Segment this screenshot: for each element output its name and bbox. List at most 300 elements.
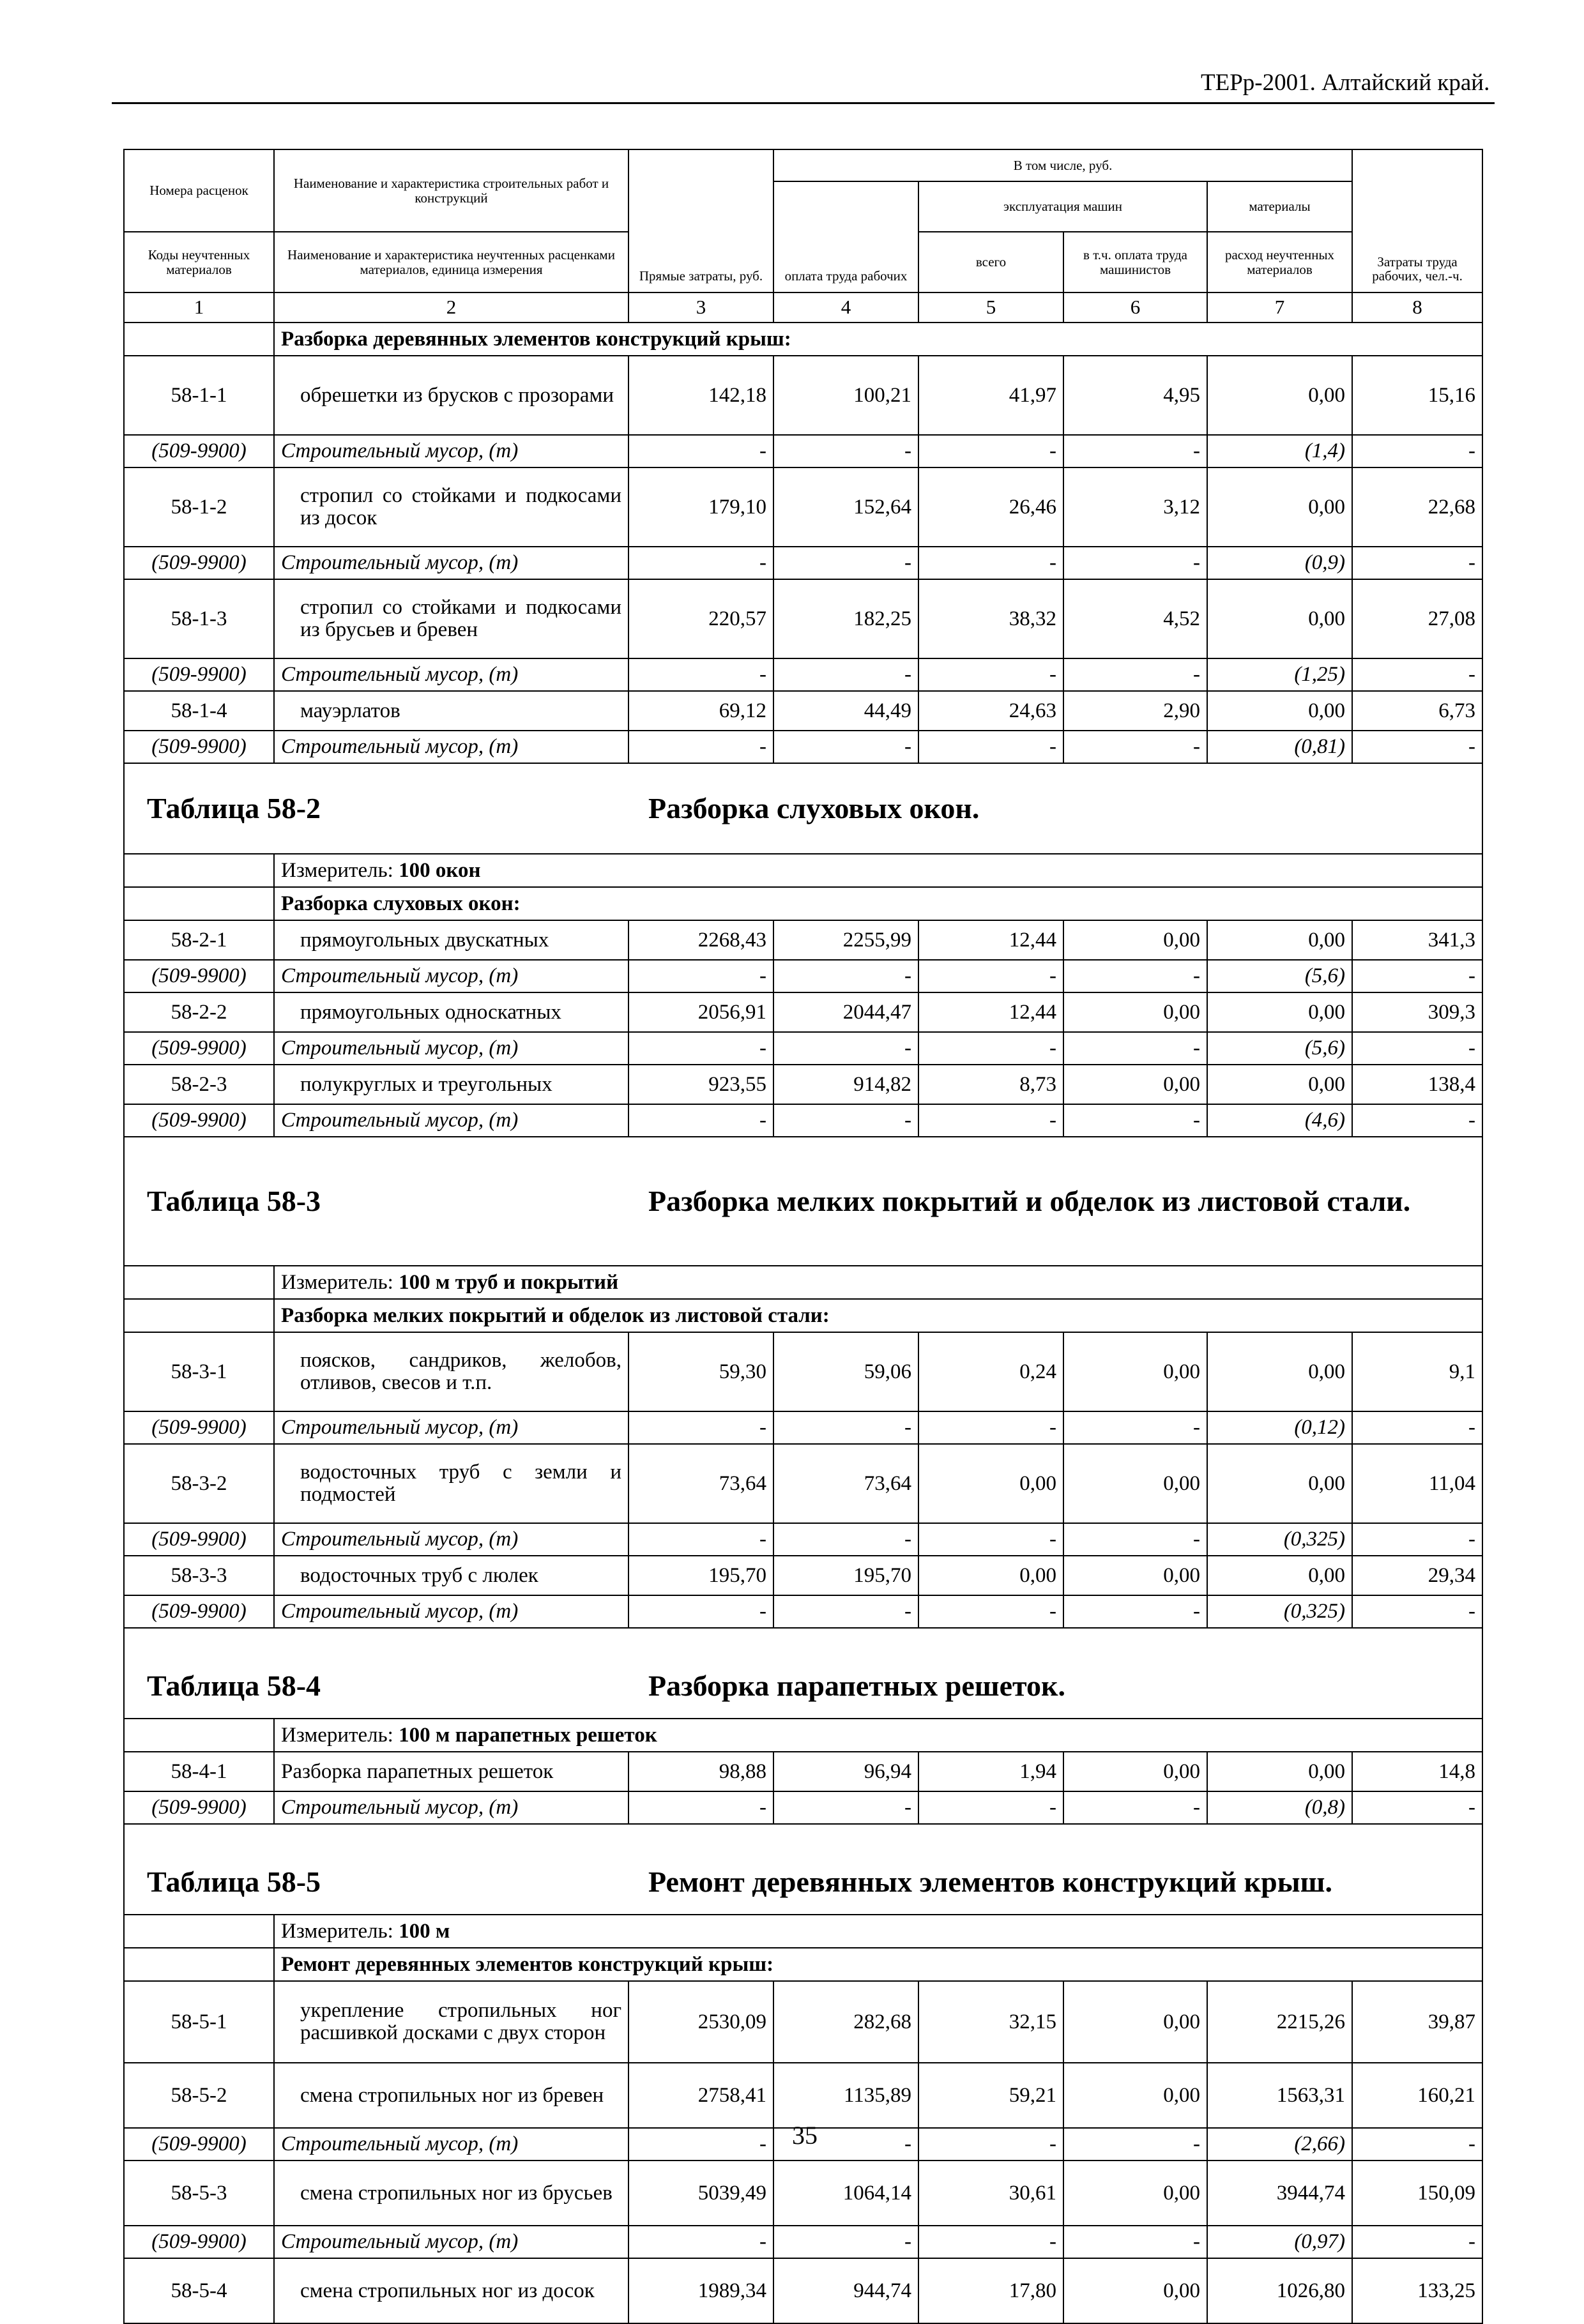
column-number: 2 [274, 292, 628, 323]
dash: - [1063, 435, 1207, 467]
dash: - [1352, 1104, 1482, 1137]
header-name-bottom: Наименование и характеристика неучтенных расценками материалов, единица измерения [274, 232, 628, 292]
blank-cell [124, 1915, 274, 1948]
rate-name: Разборка парапетных решеток [274, 1752, 628, 1791]
machines-total: 12,44 [918, 920, 1063, 960]
machines-total: 24,63 [918, 691, 1063, 731]
rate-row [124, 691, 1482, 731]
dash: - [1063, 731, 1207, 763]
direct-costs: 179,10 [628, 467, 773, 547]
machines-pay: 0,00 [1063, 1752, 1207, 1791]
materials-cost: 0,00 [1207, 579, 1352, 658]
header-machines: эксплуатация машин [918, 181, 1207, 232]
rate-row [124, 920, 1482, 960]
direct-costs: 220,57 [628, 579, 773, 658]
material-row [124, 1411, 1482, 1444]
dash: - [1063, 1411, 1207, 1444]
dash: - [918, 2128, 1063, 2161]
material-code: (509-9900) [124, 1791, 274, 1824]
materials-cost: 0,00 [1207, 356, 1352, 435]
materials-cost: 0,00 [1207, 920, 1352, 960]
blank-cell [124, 887, 274, 920]
machines-total: 0,00 [918, 1444, 1063, 1523]
measure-label: Измеритель: [281, 1723, 393, 1747]
machines-total: 1,94 [918, 1752, 1063, 1791]
machines-total: 8,73 [918, 1065, 1063, 1104]
machines-pay: 0,00 [1063, 2161, 1207, 2226]
dash: - [918, 1104, 1063, 1137]
material-code: (509-9900) [124, 2226, 274, 2258]
material-consumption: (0,8) [1207, 1791, 1352, 1824]
rate-code: 58-1-1 [124, 356, 274, 435]
dash: - [773, 1411, 918, 1444]
rate-code: 58-2-1 [124, 920, 274, 960]
dash: - [1352, 960, 1482, 992]
column-number: 4 [773, 292, 918, 323]
page-number: 35 [792, 2121, 818, 2150]
rate-name: водосточных труб с земли и подмостей [274, 1444, 628, 1523]
dash: - [773, 960, 918, 992]
direct-costs: 5039,49 [628, 2161, 773, 2226]
rate-row [124, 1332, 1482, 1411]
machines-total: 32,15 [918, 1981, 1063, 2063]
dash: - [773, 1032, 918, 1065]
rate-name: смена стропильных ног из досок [274, 2258, 628, 2323]
material-row [124, 1032, 1482, 1065]
table-58-1-subheading: Разборка деревянных элементов конструкций крыш: [274, 323, 1482, 356]
labor-hours: 27,08 [1352, 579, 1482, 658]
header-codes-top: Номера расценок [124, 149, 274, 232]
dash: - [918, 2226, 1063, 2258]
dash: - [1063, 2226, 1207, 2258]
dash: - [773, 658, 918, 691]
rate-code: 58-1-2 [124, 467, 274, 547]
table-58-4-title: Разборка парапетных решеток. [648, 1669, 1066, 1702]
header-materials-unaccounted: расход неучтенных материалов [1207, 232, 1352, 292]
dash: - [1352, 2226, 1482, 2258]
rate-row [124, 2161, 1482, 2226]
dash: - [628, 960, 773, 992]
machines-total: 17,80 [918, 2258, 1063, 2323]
table-58-3-label: Таблица 58-3 [147, 1184, 321, 1217]
table-58-5-subheading: Ремонт деревянных элементов конструкций крыш: [274, 1948, 1482, 1981]
labor-pay: 44,49 [773, 691, 918, 731]
rate-name: полукруглых и треугольных [274, 1065, 628, 1104]
dash: - [1352, 731, 1482, 763]
machines-pay: 0,00 [1063, 920, 1207, 960]
labor-pay: 1064,14 [773, 2161, 918, 2226]
material-consumption: (0,325) [1207, 1523, 1352, 1556]
measure-label: Измеритель: [281, 1919, 393, 1943]
labor-hours: 29,34 [1352, 1556, 1482, 1595]
material-row [124, 731, 1482, 763]
rate-name: прямоугольных односкатных [274, 992, 628, 1032]
labor-hours: 22,68 [1352, 467, 1482, 547]
labor-hours: 150,09 [1352, 2161, 1482, 2226]
blank-cell [124, 854, 274, 887]
column-number: 7 [1207, 292, 1352, 323]
labor-pay: 96,94 [773, 1752, 918, 1791]
machines-pay: 0,00 [1063, 2258, 1207, 2323]
labor-pay: 282,68 [773, 1981, 918, 2063]
material-name: Строительный мусор, (т) [274, 435, 628, 467]
machines-pay: 3,12 [1063, 467, 1207, 547]
dash: - [1352, 2128, 1482, 2161]
dash: - [628, 2128, 773, 2161]
rate-row [124, 579, 1482, 658]
dash: - [1063, 1104, 1207, 1137]
dash: - [1063, 960, 1207, 992]
dash: - [1063, 547, 1207, 579]
material-row [124, 1791, 1482, 1824]
dash: - [1063, 1595, 1207, 1628]
table-58-4-measure [274, 1719, 1482, 1752]
dash: - [1063, 1791, 1207, 1824]
dash: - [1063, 1032, 1207, 1065]
section-heading-row [124, 1824, 1482, 1915]
dash: - [628, 2226, 773, 2258]
dash: - [628, 1595, 773, 1628]
material-code: (509-9900) [124, 731, 274, 763]
dash: - [628, 731, 773, 763]
machines-pay: 0,00 [1063, 992, 1207, 1032]
material-name: Строительный мусор, (т) [274, 1411, 628, 1444]
material-consumption: (0,12) [1207, 1411, 1352, 1444]
rate-code: 58-2-3 [124, 1065, 274, 1104]
labor-pay: 182,25 [773, 579, 918, 658]
machines-total: 59,21 [918, 2063, 1063, 2128]
header-codes-bottom: Коды неучтенных материалов [124, 232, 274, 292]
material-name: Строительный мусор, (т) [274, 2128, 628, 2161]
dash: - [1063, 2128, 1207, 2161]
labor-pay: 2255,99 [773, 920, 918, 960]
measure-label: Измеритель: [281, 1270, 393, 1294]
rate-row [124, 992, 1482, 1032]
material-consumption: (1,4) [1207, 435, 1352, 467]
material-consumption: (0,325) [1207, 1595, 1352, 1628]
rate-row [124, 2258, 1482, 2323]
machines-pay: 0,00 [1063, 1065, 1207, 1104]
dash: - [773, 547, 918, 579]
rate-code: 58-1-3 [124, 579, 274, 658]
material-consumption: (1,25) [1207, 658, 1352, 691]
direct-costs: 2056,91 [628, 992, 773, 1032]
rate-code: 58-3-1 [124, 1332, 274, 1411]
machines-total: 30,61 [918, 2161, 1063, 2226]
dash: - [628, 1523, 773, 1556]
materials-cost: 0,00 [1207, 1332, 1352, 1411]
direct-costs: 2268,43 [628, 920, 773, 960]
measure-value: 100 окон [399, 858, 481, 882]
rate-row [124, 1556, 1482, 1595]
material-name: Строительный мусор, (т) [274, 1523, 628, 1556]
dash: - [918, 435, 1063, 467]
running-header: ТЕРр-2001. Алтайский край. [1201, 70, 1490, 96]
header-direct-costs: Прямые затраты, руб. [628, 149, 773, 292]
column-number: 6 [1063, 292, 1207, 323]
material-code: (509-9900) [124, 1104, 274, 1137]
machines-pay: 2,90 [1063, 691, 1207, 731]
table-58-2-title: Разборка слуховых окон. [648, 791, 980, 824]
direct-costs: 923,55 [628, 1065, 773, 1104]
material-consumption: (4,6) [1207, 1104, 1352, 1137]
dash: - [918, 960, 1063, 992]
labor-pay: 914,82 [773, 1065, 918, 1104]
labor-hours: 14,8 [1352, 1752, 1482, 1791]
column-number: 3 [628, 292, 773, 323]
materials-cost: 0,00 [1207, 1444, 1352, 1523]
section-heading-row [124, 763, 1482, 854]
rate-code: 58-2-2 [124, 992, 274, 1032]
material-consumption: (0,97) [1207, 2226, 1352, 2258]
direct-costs: 142,18 [628, 356, 773, 435]
dash: - [773, 2226, 918, 2258]
dash: - [1063, 658, 1207, 691]
rate-code: 58-5-2 [124, 2063, 274, 2128]
rate-name: смена стропильных ног из брусьев [274, 2161, 628, 2226]
machines-total: 38,32 [918, 579, 1063, 658]
direct-costs: 2530,09 [628, 1981, 773, 2063]
dash: - [918, 658, 1063, 691]
material-code: (509-9900) [124, 1032, 274, 1065]
direct-costs: 98,88 [628, 1752, 773, 1791]
material-consumption: (5,6) [1207, 1032, 1352, 1065]
dash: - [628, 1791, 773, 1824]
materials-cost: 0,00 [1207, 992, 1352, 1032]
dash: - [1352, 1032, 1482, 1065]
machines-pay: 0,00 [1063, 2063, 1207, 2128]
section-heading-row [124, 1137, 1482, 1266]
table-58-3-title: Разборка мелких покрытий и обделок из листовой стали. [648, 1184, 1411, 1217]
table-58-5-label: Таблица 58-5 [147, 1865, 321, 1898]
header-labor-cost: Затраты труда рабочих, чел.-ч. [1352, 149, 1482, 292]
material-row [124, 435, 1482, 467]
rate-code: 58-5-1 [124, 1981, 274, 2063]
material-name: Строительный мусор, (т) [274, 1104, 628, 1137]
labor-pay: 2044,47 [773, 992, 918, 1032]
rate-code: 58-3-2 [124, 1444, 274, 1523]
dash: - [1352, 658, 1482, 691]
dash: - [773, 731, 918, 763]
machines-pay: 0,00 [1063, 1332, 1207, 1411]
header-machines-pay: в т.ч. оплата труда машинистов [1063, 232, 1207, 292]
material-code: (509-9900) [124, 658, 274, 691]
header-rule [112, 102, 1495, 104]
column-number: 8 [1352, 292, 1482, 323]
machines-total: 0,24 [918, 1332, 1063, 1411]
labor-pay: 1135,89 [773, 2063, 918, 2128]
measure-label: Измеритель: [281, 858, 393, 882]
labor-pay: 195,70 [773, 1556, 918, 1595]
rate-row [124, 356, 1482, 435]
header-name-top: Наименование и характеристика строительных работ и конструкций [274, 149, 628, 232]
labor-hours: 39,87 [1352, 1981, 1482, 2063]
dash: - [918, 731, 1063, 763]
table-58-5-measure [274, 1915, 1482, 1948]
labor-hours: 341,3 [1352, 920, 1482, 960]
dash: - [628, 1032, 773, 1065]
material-row [124, 2226, 1482, 2258]
blank-cell [124, 323, 274, 356]
dash: - [918, 547, 1063, 579]
material-consumption: (0,81) [1207, 731, 1352, 763]
material-code: (509-9900) [124, 1595, 274, 1628]
rate-row [124, 2063, 1482, 2128]
rate-name: стропил со стойками и подкосами из досок [274, 467, 628, 547]
dash: - [773, 2128, 918, 2161]
material-name: Строительный мусор, (т) [274, 1595, 628, 1628]
machines-total: 41,97 [918, 356, 1063, 435]
material-name: Строительный мусор, (т) [274, 960, 628, 992]
materials-cost: 0,00 [1207, 691, 1352, 731]
machines-pay: 0,00 [1063, 1444, 1207, 1523]
table-58-5-title: Ремонт деревянных элементов конструкций крыш. [648, 1865, 1332, 1898]
rate-code: 58-3-3 [124, 1556, 274, 1595]
materials-cost: 1563,31 [1207, 2063, 1352, 2128]
labor-pay: 100,21 [773, 356, 918, 435]
material-consumption: (5,6) [1207, 960, 1352, 992]
machines-pay: 4,52 [1063, 579, 1207, 658]
rate-row [124, 1444, 1482, 1523]
labor-hours: 15,16 [1352, 356, 1482, 435]
dash: - [1352, 435, 1482, 467]
rates-table [123, 149, 1483, 2324]
machines-pay: 0,00 [1063, 1556, 1207, 1595]
material-consumption: (2,66) [1207, 2128, 1352, 2161]
rate-name: обрешетки из брусков с прозорами [274, 356, 628, 435]
dash: - [773, 1523, 918, 1556]
dash: - [628, 1104, 773, 1137]
materials-cost: 0,00 [1207, 467, 1352, 547]
table-58-3-subheading: Разборка мелких покрытий и обделок из листовой стали: [274, 1299, 1482, 1332]
rate-row [124, 1752, 1482, 1791]
labor-pay: 152,64 [773, 467, 918, 547]
direct-costs: 59,30 [628, 1332, 773, 1411]
material-row [124, 1523, 1482, 1556]
measure-value: 100 м [399, 1919, 450, 1943]
material-row [124, 1595, 1482, 1628]
labor-hours: 138,4 [1352, 1065, 1482, 1104]
dash: - [773, 435, 918, 467]
materials-cost: 0,00 [1207, 1752, 1352, 1791]
rate-name: водосточных труб с люлек [274, 1556, 628, 1595]
blank-cell [124, 1266, 274, 1299]
header-labor-pay: оплата труда рабочих [773, 181, 918, 292]
header-machines-total: всего [918, 232, 1063, 292]
column-number: 5 [918, 292, 1063, 323]
dash: - [628, 435, 773, 467]
materials-cost: 1026,80 [1207, 2258, 1352, 2323]
dash: - [773, 1595, 918, 1628]
material-row [124, 1104, 1482, 1137]
rate-name: укрепление стропильных ног расшивкой досками с двух сторон [274, 1981, 628, 2063]
material-name: Строительный мусор, (т) [274, 1032, 628, 1065]
dash: - [918, 1411, 1063, 1444]
materials-cost: 3944,74 [1207, 2161, 1352, 2226]
rate-code: 58-1-4 [124, 691, 274, 731]
blank-cell [124, 1719, 274, 1752]
direct-costs: 2758,41 [628, 2063, 773, 2128]
machines-total: 0,00 [918, 1556, 1063, 1595]
dash: - [1352, 1595, 1482, 1628]
rate-code: 58-4-1 [124, 1752, 274, 1791]
dash: - [1063, 1523, 1207, 1556]
labor-hours: 160,21 [1352, 2063, 1482, 2128]
material-row [124, 960, 1482, 992]
direct-costs: 1989,34 [628, 2258, 773, 2323]
blank-cell [124, 1948, 274, 1981]
direct-costs: 69,12 [628, 691, 773, 731]
material-code: (509-9900) [124, 547, 274, 579]
rate-name: поясков, сандриков, желобов, отливов, свесов и т.п. [274, 1332, 628, 1411]
machines-pay: 0,00 [1063, 1981, 1207, 2063]
material-name: Строительный мусор, (т) [274, 2226, 628, 2258]
rate-name: мауэрлатов [274, 691, 628, 731]
material-code: (509-9900) [124, 1523, 274, 1556]
rate-name: прямоугольных двускатных [274, 920, 628, 960]
material-code: (509-9900) [124, 2128, 274, 2161]
table-58-3-measure [274, 1266, 1482, 1299]
labor-hours: 11,04 [1352, 1444, 1482, 1523]
machines-total: 12,44 [918, 992, 1063, 1032]
rate-row [124, 1065, 1482, 1104]
table-58-2-subheading: Разборка слуховых окон: [274, 887, 1482, 920]
labor-hours: 9,1 [1352, 1332, 1482, 1411]
dash: - [1352, 547, 1482, 579]
header-including: В том числе, руб. [773, 149, 1352, 181]
dash: - [918, 1791, 1063, 1824]
direct-costs: 73,64 [628, 1444, 773, 1523]
header-materials: материалы [1207, 181, 1352, 232]
rate-name: смена стропильных ног из бревен [274, 2063, 628, 2128]
table-58-2-label: Таблица 58-2 [147, 791, 321, 824]
labor-pay: 73,64 [773, 1444, 918, 1523]
material-code: (509-9900) [124, 435, 274, 467]
labor-pay: 944,74 [773, 2258, 918, 2323]
table-58-2-measure [274, 854, 1482, 887]
labor-hours: 133,25 [1352, 2258, 1482, 2323]
measure-value: 100 м парапетных решеток [399, 1723, 657, 1747]
rate-row [124, 1981, 1482, 2063]
material-row [124, 658, 1482, 691]
rate-code: 58-5-4 [124, 2258, 274, 2323]
material-consumption: (0,9) [1207, 547, 1352, 579]
column-number: 1 [124, 292, 274, 323]
direct-costs: 195,70 [628, 1556, 773, 1595]
dash: - [918, 1523, 1063, 1556]
dash: - [1352, 1791, 1482, 1824]
labor-hours: 6,73 [1352, 691, 1482, 731]
dash: - [1352, 1411, 1482, 1444]
machines-pay: 4,95 [1063, 356, 1207, 435]
material-code: (509-9900) [124, 1411, 274, 1444]
material-name: Строительный мусор, (т) [274, 658, 628, 691]
dash: - [628, 658, 773, 691]
dash: - [918, 1032, 1063, 1065]
dash: - [1352, 1523, 1482, 1556]
dash: - [918, 1595, 1063, 1628]
dash: - [628, 1411, 773, 1444]
material-name: Строительный мусор, (т) [274, 731, 628, 763]
section-heading-row [124, 1628, 1482, 1719]
material-row [124, 547, 1482, 579]
table-58-4-label: Таблица 58-4 [147, 1669, 321, 1702]
dash: - [773, 1104, 918, 1137]
rate-row [124, 467, 1482, 547]
rate-name: стропил со стойками и подкосами из брусьев и бревен [274, 579, 628, 658]
column-numbers-row [124, 292, 1482, 323]
material-code: (509-9900) [124, 960, 274, 992]
